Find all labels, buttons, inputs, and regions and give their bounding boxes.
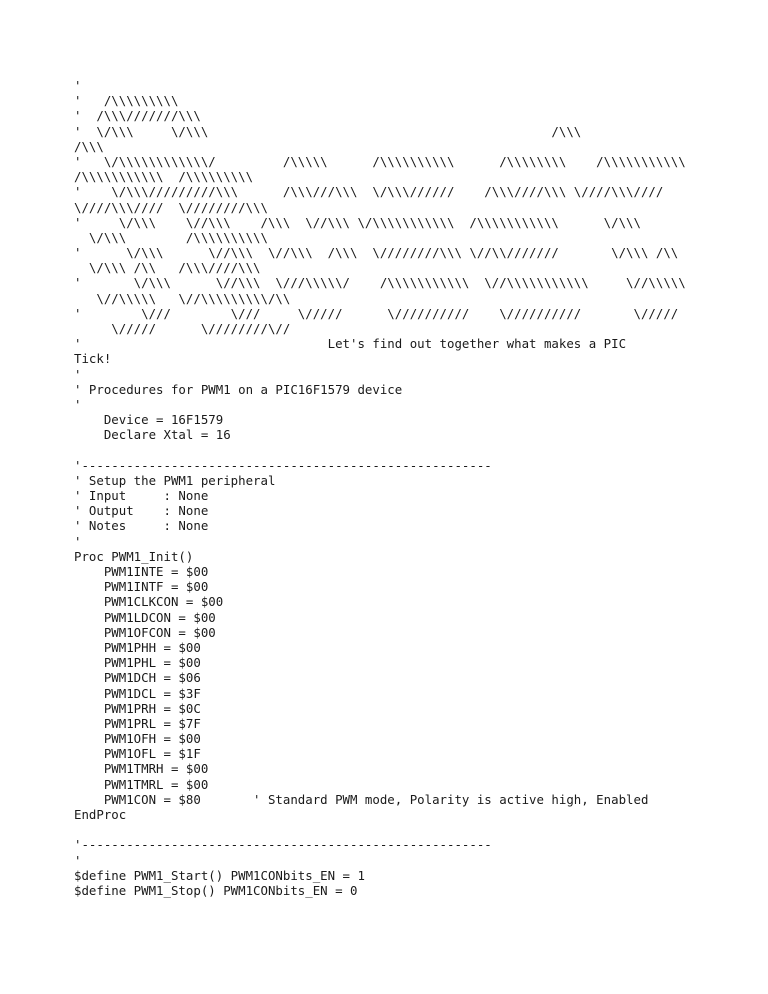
ascii-banner-line: ' \/\\\ \/\\\ /\\\: [74, 123, 582, 139]
ascii-banner-line: ' \/// \/// \///// \////////// \////////// \/////: [74, 305, 679, 321]
comment-line: ': [74, 533, 82, 549]
code-line: Declare Xtal = 16: [74, 427, 231, 443]
code-line: PWM1PHH = $00: [74, 639, 201, 655]
ascii-banner-line: ' \/\\\ \//\\\ \///\\\\\/ /\\\\\\\\\\\ \//\\\\\\\\\\\ \//\\\\\: [74, 275, 686, 291]
code-line: PWM1PRH = $0C: [74, 700, 201, 716]
ascii-banner-line: ' \/\\\\\\\\\\\\/ /\\\\\ /\\\\\\\\\\ /\\\\\\\\ /\\\\\\\\\\\: [74, 153, 686, 169]
ascii-banner-line: \/\\\ /\\ /\\\////\\\: [74, 260, 261, 276]
code-line: PWM1LDCON = $00: [74, 609, 216, 625]
ascii-banner-line: ' \/\\\ \//\\\ /\\\ \//\\\ \/\\\\\\\\\\\ /\\\\\\\\\\\ \/\\\: [74, 214, 641, 230]
ascii-banner-line: \//\\\\\ \//\\\\\\\\\/\\: [74, 290, 291, 306]
comment-line: ': [74, 852, 82, 868]
ascii-banner-line: ' /\\\\\\\\\: [74, 93, 179, 109]
ascii-banner-line: \///// \////////\//: [74, 321, 291, 336]
ascii-banner-line: ' \/\\\/////////\\\ /\\\///\\\ \/\\\////// /\\\////\\\ \////\\\////: [74, 184, 664, 200]
code-line: PWM1PHL = $00: [74, 655, 201, 671]
code-line: PWM1OFL = $1F: [74, 746, 201, 762]
comment-line: ': [74, 366, 82, 382]
code-line: PWM1CON = $80 ' Standard PWM mode, Polarity is active high, Enabled: [74, 791, 649, 807]
comment-line: ': [74, 396, 82, 412]
tagline-line: Tick!: [74, 351, 112, 367]
comment-line: '-------------------------------------------------------: [74, 837, 492, 853]
code-line: PWM1OFH = $00: [74, 731, 201, 747]
ascii-banner-line: /\\\\\\\\\\\ /\\\\\\\\\: [74, 169, 254, 185]
code-line: PWM1TMRL = $00: [74, 776, 209, 792]
code-line: PWM1INTF = $00: [74, 579, 209, 595]
comment-line: '-------------------------------------------------------: [74, 457, 492, 473]
ascii-banner-line: \/\\\ /\\\\\\\\\\: [74, 229, 268, 245]
blank-line: [74, 443, 754, 458]
blank-line: [74, 822, 754, 837]
ascii-banner-line: /\\\: [74, 138, 104, 154]
code-listing: [74, 78, 754, 898]
code-line: PWM1PRL = $7F: [74, 715, 201, 731]
tagline-line: ' Let's find out together what makes a PIC: [74, 336, 627, 352]
ascii-banner-line: ' \/\\\ \//\\\ \//\\\ /\\\ \////////\\\ \//\\/////// \/\\\ /\\: [74, 245, 679, 261]
comment-line: ' Notes : None: [74, 518, 209, 534]
code-line: Device = 16F1579: [74, 412, 224, 428]
ascii-banner-line: \////\\\//// \////////\\\: [74, 199, 268, 215]
code-line: Proc PWM1_Init(): [74, 548, 194, 564]
code-line: EndProc: [74, 807, 127, 822]
code-line: PWM1OFCON = $00: [74, 624, 216, 640]
code-line: PWM1TMRH = $00: [74, 761, 209, 777]
code-line: ': [74, 78, 82, 93]
comment-line: ' Setup the PWM1 peripheral: [74, 472, 276, 488]
comment-line: ' Procedures for PWM1 on a PIC16F1579 device: [74, 381, 403, 397]
code-line: $define PWM1_Start() PWM1CONbits_EN = 1: [74, 867, 365, 883]
ascii-banner-line: ' /\\\///////\\\: [74, 108, 201, 124]
code-line: PWM1CLKCON = $00: [74, 594, 224, 610]
comment-line: ' Input : None: [74, 488, 209, 504]
code-line: PWM1DCH = $06: [74, 670, 201, 686]
code-line: PWM1DCL = $3F: [74, 685, 201, 701]
code-line: PWM1INTE = $00: [74, 564, 209, 579]
code-line: $define PWM1_Stop() PWM1CONbits_EN = 0: [74, 882, 358, 898]
comment-line: ' Output : None: [74, 503, 209, 519]
